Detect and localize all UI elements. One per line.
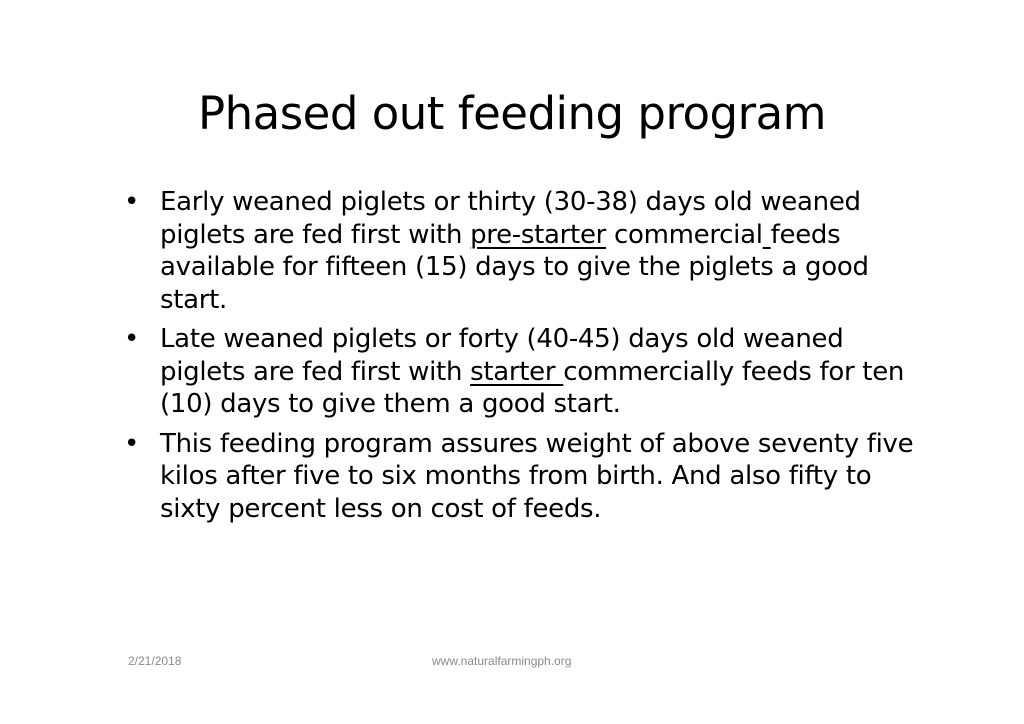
text-segment: Late weaned piglets or forty (40-45) days old weaned piglets are fed first with [160, 324, 844, 387]
text-segment: feeds available for fifteen (15) days to give the piglets a good start. [160, 219, 869, 315]
bullet-item-3 [124, 428, 914, 526]
bullet-text [160, 324, 904, 419]
footer-url: www.naturalfarmingph.org [432, 654, 572, 668]
underlined-space [763, 220, 771, 250]
bullet-text [160, 429, 913, 524]
text-segment: This feeding program assures weight of above seventy five kilos after five to six months from birth. And also fifty to sixty percent less on cost of feeds. [160, 428, 914, 524]
bullet-dot-icon: • [124, 187, 140, 217]
footer-date: 2/21/2018 [128, 654, 182, 668]
bullet-dot-icon: • [124, 324, 140, 354]
text-segment: Early weaned piglets or thirty (30-38) days old weaned piglets are fed first with [160, 187, 861, 250]
underlined-term: starter [470, 356, 564, 387]
bullet-dot-icon: • [124, 428, 140, 459]
slide-title: Phased out feeding program [198, 87, 826, 140]
text-segment: commercially feeds for ten (10) days to give them a good start. [160, 356, 905, 419]
text-segment: commercial [606, 219, 763, 250]
bullet-item-1 [124, 186, 914, 316]
underlined-term: pre-starter [470, 219, 607, 250]
bullet-text [160, 187, 869, 315]
bullet-list [124, 186, 914, 532]
bullet-item-2 [124, 323, 914, 421]
